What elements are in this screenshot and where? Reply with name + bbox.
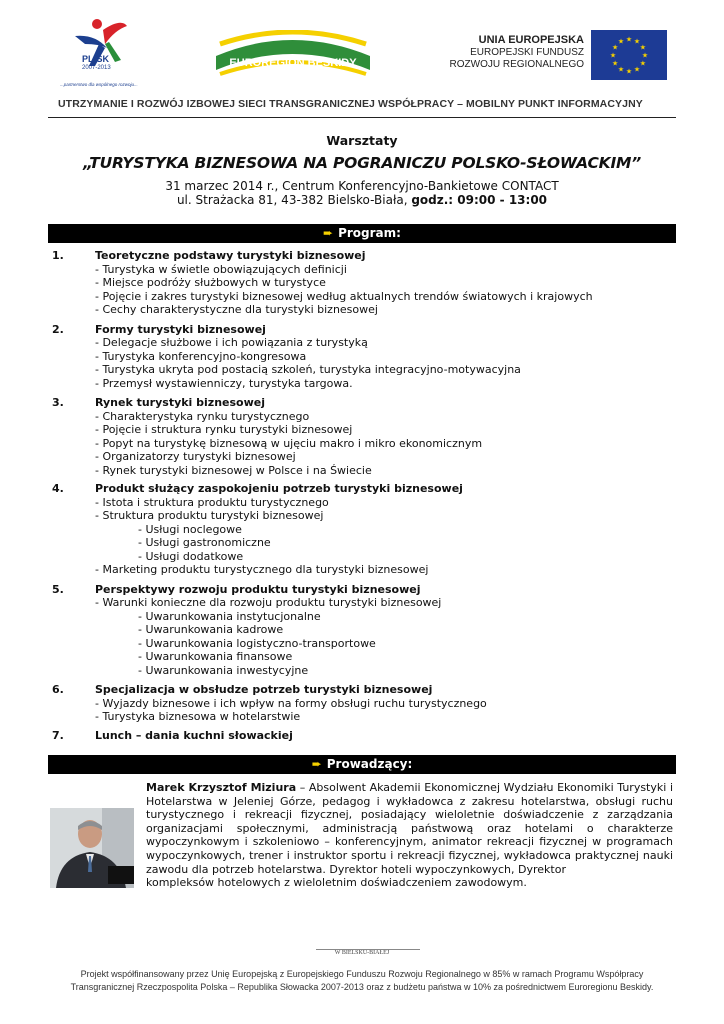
euroregion-logo-text: EUROREGION BESKIDY: [229, 57, 357, 69]
eu-star-icon: ★: [617, 65, 625, 74]
section-number: 6.: [52, 683, 64, 696]
sub-list-item: - Uwarunkowania kadrowe: [138, 623, 284, 636]
sub-list-item: - Usługi gastronomiczne: [138, 536, 271, 549]
list-item: - Marketing produktu turystycznego dla turystyki biznesowej: [95, 563, 429, 576]
section-title: Teoretyczne podstawy turystyki biznesowej: [95, 249, 366, 262]
list-item: - Turystyka biznesowa w hotelarstwie: [95, 710, 301, 723]
section-number: 3.: [52, 396, 64, 409]
footer-funding-note: [0, 968, 724, 994]
eu-star-icon: ★: [625, 67, 633, 76]
event-kind: Warsztaty: [326, 133, 398, 148]
list-item: - Miejsce podróży służbowych w turystyce: [95, 276, 326, 289]
eu-star-icon: ★: [612, 59, 619, 68]
eu-star-icon: ★: [641, 51, 649, 60]
sub-list-item: - Uwarunkowania inwestycyjne: [138, 663, 309, 677]
eu-star-icon: ★: [612, 43, 619, 52]
list-item: - Organizatorzy turystyki biznesowej: [95, 450, 296, 463]
program-section: [50, 482, 680, 577]
list-item: - Popyt na turystykę biznesową w ujęciu makro i mikro ekonomicznym: [95, 436, 483, 450]
eu-line-2: EUROPEJSKI FUNDUSZ: [470, 47, 584, 58]
project-strip: UTRZYMANIE I ROZWÓJ IZBOWEJ SIECI TRANSGRANICZNEJ WSPÓŁPRACY – MOBILNY PUNKT INFORMACYJNY: [58, 98, 643, 110]
leader-name: Marek Krzysztof Miziura: [146, 781, 297, 794]
program-section: [50, 729, 680, 743]
eu-line-3: ROZWOJU REGIONALNEGO: [449, 59, 584, 70]
eu-star-icon: ★: [639, 43, 646, 52]
eu-star-icon: ★: [609, 51, 617, 60]
section-number: 2.: [52, 322, 64, 336]
eu-star-icon: ★: [625, 35, 633, 44]
list-item: - Turystyka w świetle obowiązujących definicji: [95, 262, 347, 276]
list-item: - Charakterystyka rynku turystycznego: [95, 409, 310, 423]
eu-star-icon: ★: [633, 65, 641, 74]
section-title: Perspektywy rozwoju produktu turystyki biznesowej: [95, 582, 421, 596]
pl-sk-years: 2007-2013: [82, 65, 111, 71]
leader-bio-text: – Absolwent Akademii Ekonomicznej Wydziału Ekonomiki Turystyki i Hotelarstwa w Jeleniej Górze, pedagog i wykładowca z zakresu hotelarstwa, obsługi ruchu turystycznego i rekreacji fizycznej, posiadający wieloletnie doświadczenie z zarządzania organizacjami społecznymi, administracją państwową oraz hotelami o charakterze wypoczynkowym i szkoleniowo – konferencyjnym, animator rekreacji fizycznej w programach wypoczynkowych, trener i instruktor sportu i rekreacji fizycznej, wykładowca praktycznej nauki zawodu dla potrzeb hotelarstwa. Dyrektor hoteli wypoczynkowych, Dyrektor: [146, 781, 673, 876]
program-section: [50, 683, 680, 724]
event-address: ul. Strażacka 81, 43-382 Bielsko-Biała,: [176, 193, 412, 207]
section-number: 4.: [52, 482, 64, 495]
list-item: - Istota i struktura produktu turystycznego: [95, 495, 329, 509]
section-title: Formy turystyki biznesowej: [95, 322, 266, 336]
list-item: - Delegacje służbowe i ich powiązania z turystyką: [95, 336, 368, 349]
eu-line-1: UNIA EUROPEJSKA: [478, 34, 584, 46]
section-title: Lunch – dania kuchni słowackiej: [95, 728, 293, 742]
list-item: - Przemysł wystawienniczy, turystyka targowa.: [95, 376, 353, 390]
pl-sk-logo-text: PL-SK: [82, 54, 109, 64]
header-divider: [48, 117, 676, 118]
pl-sk-tagline: ...partnerstwo dla wspólnego rozwoju...: [60, 82, 138, 87]
event-time: godz.: 09:00 - 13:00: [411, 193, 548, 207]
list-item: - Cechy charakterystyczne dla turystyki biznesowej: [95, 303, 378, 316]
leader-bio: [146, 781, 673, 876]
sub-list-item: - Uwarunkowania instytucjonalne: [138, 609, 321, 623]
sub-list-item: - Uwarunkowania logistyczno-transportowe: [138, 636, 376, 650]
sub-list-item: - Usługi noclegowe: [138, 522, 242, 536]
list-item: - Rynek turystyki biznesowej w Polsce i na Świecie: [95, 463, 372, 477]
section-number: 1.: [52, 249, 64, 262]
event-title: „TURYSTYKA BIZNESOWA NA POGRANICZU POLSKO-SŁOWACKIM”: [82, 154, 642, 172]
leader-bio-last-line: kompleksów hotelowych z wieloletnim doświadczeniem zawodowym.: [146, 876, 527, 889]
sub-list-item: - Uwarunkowania finansowe: [138, 650, 293, 663]
program-bar: [48, 224, 676, 243]
list-item: - Wyjazdy biznesowe i ich wpływ na formy obsługi ruchu turystycznego: [95, 696, 487, 710]
euroregion-beskidy-logo-icon: [212, 30, 374, 80]
leaders-bar-label: Prowadzący:: [326, 757, 413, 771]
eu-fund-text: [450, 34, 584, 71]
event-date-venue: 31 marzec 2014 r., Centrum Konferencyjno-Bankietowe CONTACT: [165, 179, 559, 193]
footer-line-2: Transgranicznej Rzeczpospolita Polska – Republika Słowacka 2007-2013 oraz z budżetu państwa w 10% za pośrednictwem Euroregionu Beskidy.: [70, 982, 654, 992]
program-bar-label: Program:: [338, 226, 401, 240]
event-address-line: [0, 193, 724, 207]
section-number: 7.: [52, 728, 64, 742]
list-item: - Pojęcie i zakres turystyki biznesowej według aktualnych trendów światowych i krajowych: [95, 289, 593, 303]
arrow-right-icon: ➨: [311, 757, 322, 771]
footer-mark: W BIELSKU-BIAŁEJ: [334, 950, 390, 956]
list-item: - Struktura produktu turystyki biznesowej: [95, 509, 324, 522]
list-item: - Turystyka ukryta pod postacią szkoleń, turystyka integracyjno-motywacyjna: [95, 363, 521, 376]
arrow-right-icon: ➨: [323, 226, 334, 240]
list-item: - Pojęcie i struktura rynku turystyki biznesowej: [95, 423, 353, 436]
section-number: 5.: [52, 582, 64, 596]
section-title: Produkt służący zaspokojeniu potrzeb turystyki biznesowej: [95, 482, 463, 495]
eu-star-icon: ★: [639, 59, 646, 68]
program-section: [50, 249, 680, 317]
program-section: [50, 323, 680, 391]
footer-line-1: Projekt współfinansowany przez Unię Europejską z Europejskiego Funduszu Rozwoju Regionalnego w 85% w ramach Programu Współpracy: [80, 969, 644, 979]
section-title: Rynek turystyki biznesowej: [95, 396, 265, 409]
leader-photo-icon: [50, 808, 134, 888]
leaders-bar: [48, 755, 676, 774]
page-header: [0, 0, 724, 100]
eu-star-icon: ★: [633, 37, 641, 46]
program-list: [50, 249, 680, 747]
eu-flag-icon: [591, 30, 667, 80]
program-section: [50, 396, 680, 477]
list-item: - Warunki konieczne dla rozwoju produktu turystyki biznesowej: [95, 596, 442, 609]
sub-list-item: - Usługi dodatkowe: [138, 549, 244, 563]
program-section: [50, 583, 680, 678]
eu-star-icon: ★: [617, 37, 625, 46]
section-title: Specjalizacja w obsłudze potrzeb turystyki biznesowej: [95, 683, 433, 696]
list-item: - Turystyka konferencyjno-kongresowa: [95, 349, 307, 363]
